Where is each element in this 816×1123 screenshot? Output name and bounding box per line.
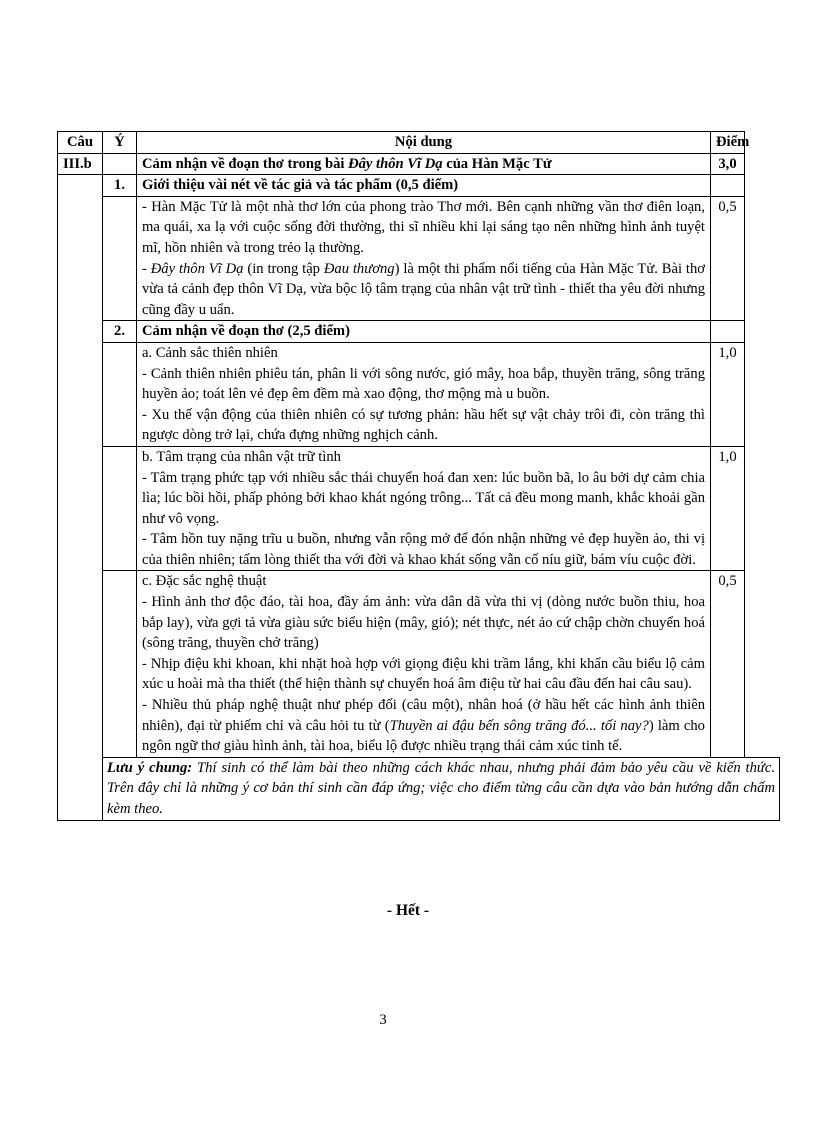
empty-cell [103,342,137,446]
part1-heading-row [58,175,780,197]
part2c-paragraph-3-start: - Nhiều thủ pháp nghệ thuật như phép đối (câu một), nhân hoá (ở hầu hết các hình ảnh thiên nhiên), đại từ phiếm chỉ và câu hỏi tu từ ( [142,697,705,734]
part2b-row [58,446,780,571]
part1-paragraph-2-text: (in trong tập [243,260,324,277]
part2b-points: 1,0 [711,446,745,571]
part1-paragraph-1: - Hàn Mặc Tử là một nhà thơ lớn của phong trào Thơ mới. Bên cạnh những vần thơ điên loạn, ma quái, xa lạ với cuộc sống đời thường, thi sĩ nhiều khi lại sáng tạo nên những hình ảnh tuyệt mĩ, hồn nhiên và trong trẻo lạ thường. [142,198,705,256]
question-number: III.b [58,153,103,175]
empty-cell [103,196,137,321]
part2a-row [58,342,780,446]
part1-content [137,196,711,321]
part2c-paragraph-2: - Nhịp điệu khi khoan, khi nhặt hoà hợp với giọng điệu khi trầm lắng, khi khẩn cầu biểu lộ cảm xúc u hoài mà tha thiết (thể hiện thành sự chuyển hoá âm điệu từ hai câu đầu đến hai câu sau). [142,655,705,693]
part2-heading-row [58,321,780,343]
empty-cell [711,175,745,197]
work-title: - Đây thôn Vĩ Dạ [142,260,244,277]
part2-heading: Cảm nhận về đoạn thơ (2,5 điểm) [137,321,711,343]
note-row [58,757,780,820]
part2c-row [58,571,780,757]
part2a-title: a. Cảnh sắc thiên nhiên [142,344,278,361]
part1-paragraph-2 [142,259,705,321]
part1-points: 0,5 [711,196,745,321]
rhetorical-question-quote: Thuyền ai đậu bến sông trăng đó... tối nay? [389,717,649,734]
part2b-paragraph-2: - Tâm hồn tuy nặng trĩu u buồn, nhưng vẫn rộng mở để đón nhận những vẻ đẹp huyền ảo, thi vị của thiên nhiên; tấm lòng thiết tha với đời và khao khát sống vẫn cố níu giữ, bám víu cuộc đời. [142,531,705,568]
general-note [103,757,780,820]
question-title-work: Đây thôn Vĩ Dạ [348,155,443,172]
question-title-prefix: Cảm nhận về đoạn thơ trong bài [142,155,349,172]
grading-table [57,131,780,821]
part2b-content [137,446,711,571]
part2b-paragraph-1: - Tâm trạng phức tạp với nhiều sắc thái chuyển hoá đan xen: lúc buồn bã, lo âu bởi dự cảm chia lìa; lúc bồi hồi, phấp phỏng bởi khao khát ngóng trông... Tất cả đều mong manh, khắc khoải gần như vô vọng. [142,469,705,527]
part1-heading: Giới thiệu vài nét về tác giả và tác phẩm (0,5 điểm) [137,175,711,197]
grading-sheet [57,131,780,821]
empty-cell [58,175,103,820]
part2a-content [137,342,711,446]
header-row [58,132,780,154]
collection-title: Đau thương [323,260,395,277]
part1-content-row [58,196,780,321]
part2b-title: b. Tâm trạng của nhân vật trữ tình [142,448,341,465]
header-y: Ý [103,132,137,154]
part2a-paragraph-1: - Cảnh thiên nhiên phiêu tán, phân li với sông nước, gió mây, hoa bắp, thuyền trăng, sông trăng huyền ảo; toát lên vẻ đẹp êm đềm mà xao động, thơ mộng mà u buồn. [142,365,705,403]
part2c-title: c. Đặc sắc nghệ thuật [142,573,267,590]
part1-paragraph-2-end: ) là một thi phẩm nổi tiếng của Hàn Mặc Tử. Bài thơ vừa tả cảnh đẹp thôn Vĩ Dạ, vừa bộc lộ tâm trạng của nhân vật trữ tình - thiết tha yêu đời nhưng cũng đầy u uẩn. [142,260,705,318]
part2c-paragraph-3-end: ) làm cho ngôn ngữ thơ giàu hình ảnh, tài hoa, biểu lộ được nhiều trạng thái cảm xúc tinh tế. [142,717,705,755]
header-cau: Câu [58,132,103,154]
question-title-suffix: của Hàn Mặc Tử [442,155,552,172]
question-row [58,153,780,175]
part2c-points: 0,5 [711,571,745,757]
end-marker: - Hết - [386,902,430,919]
part2a-points: 1,0 [711,342,745,446]
header-diem: Điểm [711,132,745,154]
part2c-paragraph-3 [142,695,705,757]
part2-number: 2. [103,321,137,343]
part2a-paragraph-2: - Xu thế vận động của thiên nhiên có sự tương phản: hầu hết sự vật chảy trôi đi, còn trăng thì ngược dòng trở lại, chứa đựng những nghịch cảnh. [142,406,705,444]
page-number: 3 [379,1012,387,1028]
question-title [137,153,711,175]
header-noi-dung: Nội dung [137,132,711,154]
part2c-content [137,571,711,757]
empty-cell [103,153,137,175]
empty-cell [103,446,137,571]
note-text: Thí sinh có thể làm bài theo những cách khác nhau, nhưng phải đảm bảo yêu cầu về kiến thức. Trên đây chỉ là những ý cơ bản thí sinh cần đáp ứng; việc cho điểm từng câu cần dựa vào bản hướng dẫn chấm kèm theo. [107,759,775,817]
question-points: 3,0 [711,153,745,175]
empty-cell [103,571,137,757]
note-label: Lưu ý chung: [107,759,193,776]
part1-number: 1. [103,175,137,197]
empty-cell [711,321,745,343]
part2c-paragraph-1: - Hình ảnh thơ độc đáo, tài hoa, đầy ám ảnh: vừa dân dã vừa thi vị (dòng nước buồn thiu, hoa bắp lay), vừa gợi tả vừa giàu sức biểu hiện (mây, gió); nét thực, nét ảo cứ chập chờn chuyển hoá (sông trăng, thuyền chở trăng) [142,594,705,652]
